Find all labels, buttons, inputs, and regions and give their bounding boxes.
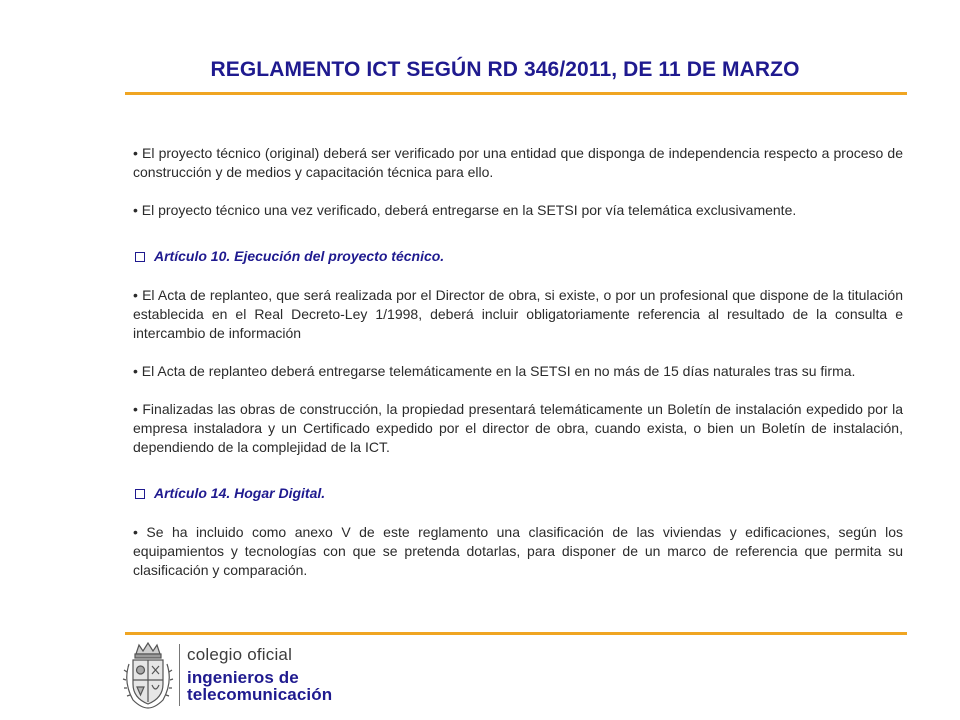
article-10-paragraph-1: • El Acta de replanteo, que será realizada por el Director de obra, si existe, o por un profesional que dispone de la titulación establecida en el Real Decreto-Ley 1/1998, deberá incluir obligatoriamente referencia al resultado de la consulta e intercambio de información [133,287,903,341]
slide-content [133,144,903,580]
article-10-heading-text: Artículo 10. Ejecución del proyecto técnico. [154,248,445,264]
logo-separator [179,644,180,706]
logo-line-1: colegio oficial [187,645,293,664]
top-divider [125,92,907,95]
college-logo [119,640,419,716]
intro-paragraph-2: • El proyecto técnico una vez verificado, deberá entregarse en la SETSI por vía telemática exclusivamente. [133,202,797,218]
article-10-paragraph-2: • El Acta de replanteo deberá entregarse telemáticamente en la SETSI en no más de 15 días naturales tras su firma. [133,363,856,379]
article-10-paragraph-3: • Finalizadas las obras de construcción, la propiedad presentará telemáticamente un Boletín de instalación expedido por la empresa instaladora y un Certificado expedido por el director de obra, cuando exista, o bien un Boletín de instalación, dependiendo de la complejidad de la ICT. [133,401,903,455]
article-14-heading [133,484,903,503]
article-14-paragraph-1: • Se ha incluido como anexo V de este reglamento una clasificación de las viviendas y edificaciones, según los equipamientos y tecnologías con que se pretenda dotarlas, para disponer de un marco de referencia que permita su clasificación y comparación. [133,524,903,578]
logo-line-2: ingenieros de telecomunicación [187,668,333,704]
article-14-heading-text: Artículo 14. Hogar Digital. [154,485,326,501]
bottom-divider [125,632,907,635]
page-title: REGLAMENTO ICT SEGÚN RD 346/2011, DE 11 DE MARZO [210,58,800,81]
logo-text [187,646,419,703]
intro-paragraph-1: • El proyecto técnico (original) deberá ser verificado por una entidad que disponga de independencia respecto a proceso de construcción y de medios y capacitación técnica para ello. [133,145,903,180]
article-10-heading [133,247,903,266]
coat-of-arms-icon [119,640,177,712]
checkbox-bullet-icon [135,252,145,262]
checkbox-bullet-icon [135,489,145,499]
